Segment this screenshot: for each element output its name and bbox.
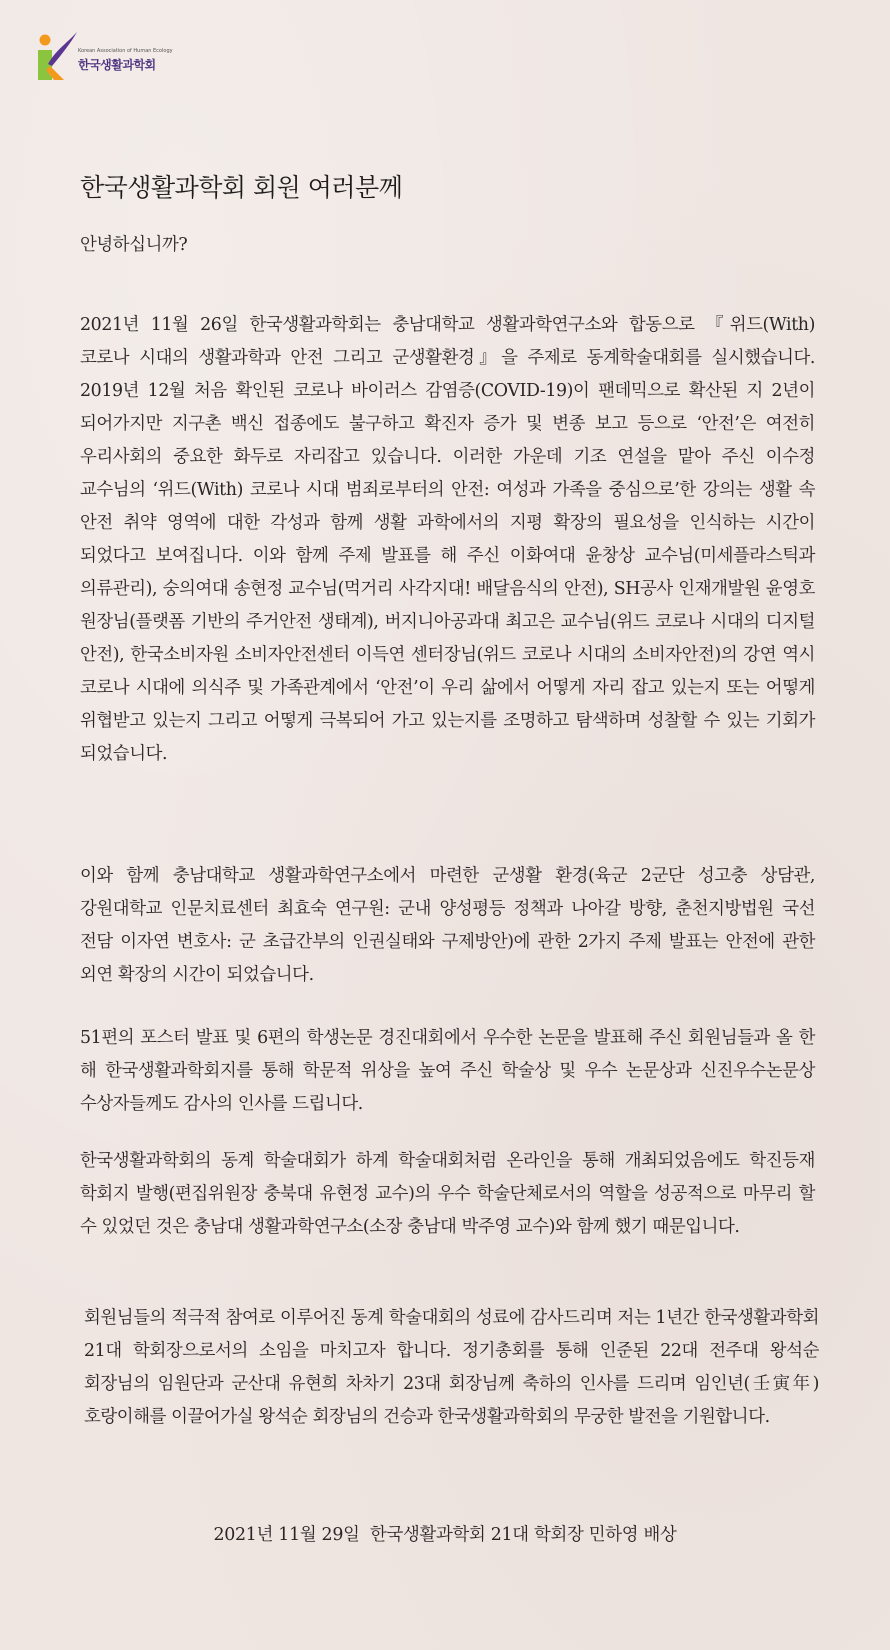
letter-title: 한국생활과학회 회원 여러분께: [80, 173, 403, 202]
paragraph-conference-summary: 2021년 11월 26일 한국생활과학회는 충남대학교 생활과학연구소와 합동으로 『위드(With) 코로나 시대의 생활과학과 안전 그리고 군생활환경』을 주제로 동계학술대회를 실시했습니다. 2019년 12월 처음 확인된 코로나 바이러스 감염증(COVID-19)이 팬데믹으로 확산된 지 2년이 되어가지만 지구촌 백신 접종에도 불구하고 확진자 증가 및 변종 보고 등으로 ‘안전’은 여전히 우리사회의 중요한 화두로 자리잡고 있습니다. 이러한 가운데 기조 연설을 맡아 주신 이수정 교수님의 ‘위드(With) 코로나 시대 범죄로부터의 안전: 여성과 가족을 중심으로’한 강의는 생활 속 안전 취약 영역에 대한 각성과 함께 생활 과학에서의 지평 확장의 필요성을 인식하는 시간이 되었다고 보여집니다. 이와 함께 주제 발표를 해 주신 이화여대 윤창상 교수님(미세플라스틱과 의류관리), 숭의여대 송현정 교수님(먹거리 사각지대! 배달음식의 안전), SH공사 인재개발원 윤영호 원장님(플랫폼 기반의 주거안전 생태계), 버지니아공과대 최고은 교수님(위드 코로나 시대의 디지털 안전), 한국소비자원 소비자안전센터 이득연 센터장님(위드 코로나 시대의 소비자안전)의 강연 역시 코로나 시대에 의식주 및 가족관계에서 ‘안전’이 우리 삶에서 어떻게 자리 잡고 있는지 또는 어떻게 위협받고 있는지 그리고 어떻게 극복되어 가고 있는지를 조명하고 탐색하며 성찰할 수 있는 기회가 되었습니다.: [80, 315, 815, 764]
greeting: 안녕하십니까?: [80, 235, 188, 255]
logo-k-icon: [34, 30, 78, 84]
logo-english-name: Korean Association of Human Ecology: [78, 48, 173, 54]
paragraph-awards-thanks: 51편의 포스터 발표 및 6편의 학생논문 경진대회에서 우수한 논문을 발표해 주신 회원님들과 올 한 해 한국생활과학회지를 통해 학문적 위상을 높여 주신 학술상 및 우수 논문상과 신진우수논문상 수상자들께도 감사의 인사를 드립니다.: [80, 1028, 815, 1114]
paragraph-online-conference: 한국생활과학회의 동계 학술대회가 하계 학술대회처럼 온라인을 통해 개최되었음에도 학진등재 학회지 발행(편집위원장 충북대 유현정 교수)의 우수 학술단체로서의 역할을 성공적으로 마무리 할 수 있었던 것은 충남대 생활과학연구소(소장 충남대 박주영 교수)와 함께 했기 때문입니다.: [80, 1151, 815, 1237]
paragraph-military-sessions: 이와 함께 충남대학교 생활과학연구소에서 마련한 군생활 환경(육군 2군단 성고충 상담관, 강원대학교 인문치료센터 최효숙 연구원: 군내 양성평등 정책과 나아갈 방향, 춘천지방법원 국선 전담 이자연 변호사: 군 초급간부의 인권실태와 구제방안)에 관한 2가지 주제 발표는 안전에 관한 외연 확장의 시간이 되었습니다.: [80, 866, 815, 985]
signature-line: 2021년 11월 29일 한국생활과학회 21대 학회장 민하영 배상: [213, 1525, 677, 1545]
association-logo: [34, 30, 194, 86]
paragraph-closing: 회원님들의 적극적 참여로 이루어진 동계 학술대회의 성료에 감사드리며 저는 1년간 한국생활과학회 21대 학회장으로서의 소임을 마치고자 합니다. 정기총회를 통해 인준된 22대 전주대 왕석순 회장님의 임원단과 군산대 유현희 차차기 23대 회장님께 축하의 인사를 드리며 임인년(壬寅年) 호랑이해를 이끌어가실 왕석순 회장님의 건승과 한국생활과학회의 무궁한 발전을 기원합니다.: [84, 1308, 819, 1427]
logo-korean-name: 한국생활과학회: [78, 58, 156, 72]
